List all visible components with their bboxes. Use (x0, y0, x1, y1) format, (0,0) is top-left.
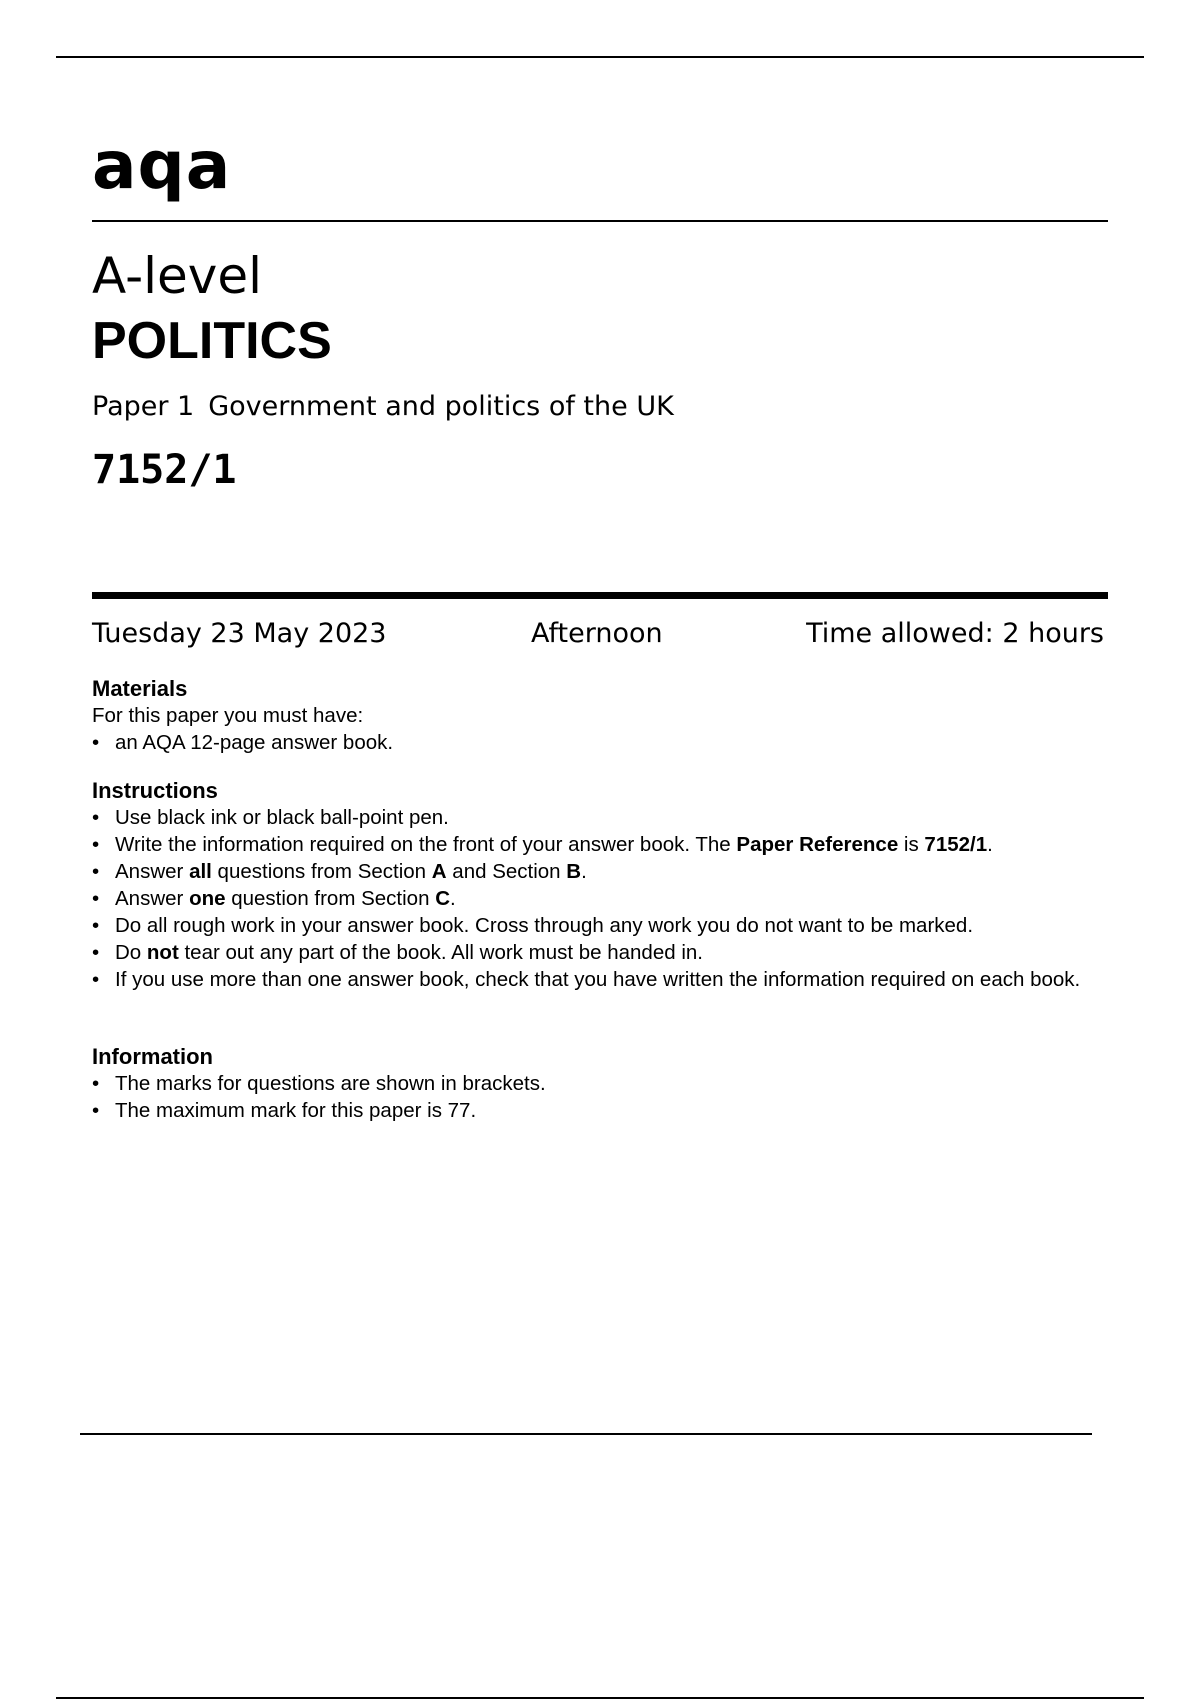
paper-title: Government and politics of the UK (208, 391, 674, 422)
information-heading: Information (92, 1044, 213, 1069)
materials-list (92, 730, 1102, 757)
list-item: • Do not tear out any part of the book. All work must be handed in. (92, 940, 1102, 967)
aqa-logo: aqa (92, 127, 232, 204)
exam-date: Tuesday 23 May 2023 (92, 618, 387, 649)
paper-number: Paper 1 (92, 391, 195, 422)
bullet-icon: • (92, 730, 100, 754)
time-allowed: Time allowed: 2 hours (806, 618, 1104, 649)
information-list (92, 1071, 1102, 1125)
bullet-icon: • (92, 833, 100, 856)
bullet-icon: • (92, 941, 100, 964)
instructions-list (92, 805, 1102, 994)
list-item: • If you use more than one answer book, check that you have written the information required on each book. (92, 967, 1102, 994)
bullet-icon: • (92, 860, 100, 883)
list-item: • Write the information required on the front of your answer book. The Paper Reference is 7152/1. (92, 832, 1102, 859)
lower-rule (80, 1433, 1092, 1435)
list-item: • The maximum mark for this paper is 77. (92, 1098, 1102, 1125)
bullet-icon: • (92, 968, 100, 991)
paper-heading (92, 389, 674, 425)
bottom-rule (56, 1697, 1144, 1699)
qualification-level: A-level (92, 247, 263, 305)
subject-title: POLITICS (92, 312, 332, 370)
instructions-section (92, 777, 1102, 994)
bullet-icon: • (92, 1072, 100, 1095)
bullet-icon: • (92, 806, 100, 829)
materials-heading: Materials (92, 676, 188, 701)
list-item: • The marks for questions are shown in brackets. (92, 1071, 1102, 1098)
bullet-icon: • (92, 1099, 100, 1122)
bullet-icon: • (92, 887, 100, 910)
paper-code: 7152/1 (92, 447, 237, 493)
list-item: • Answer all questions from Section A and Section B. (92, 859, 1102, 886)
information-section (92, 1043, 1102, 1125)
logo-divider (92, 220, 1108, 222)
instructions-heading: Instructions (92, 778, 218, 803)
thick-divider (92, 592, 1108, 599)
list-item: • Answer one question from Section C. (92, 886, 1102, 913)
materials-section (92, 675, 1102, 756)
list-item: • Do all rough work in your answer book. Cross through any work you do not want to be marked. (92, 913, 1102, 940)
top-rule (56, 56, 1144, 58)
list-item: • an AQA 12-page answer book. (92, 730, 1102, 757)
exam-session: Afternoon (531, 618, 663, 649)
list-item: • Use black ink or black ball-point pen. (92, 805, 1102, 832)
bullet-icon: • (92, 914, 100, 937)
materials-intro: For this paper you must have: (92, 704, 364, 727)
